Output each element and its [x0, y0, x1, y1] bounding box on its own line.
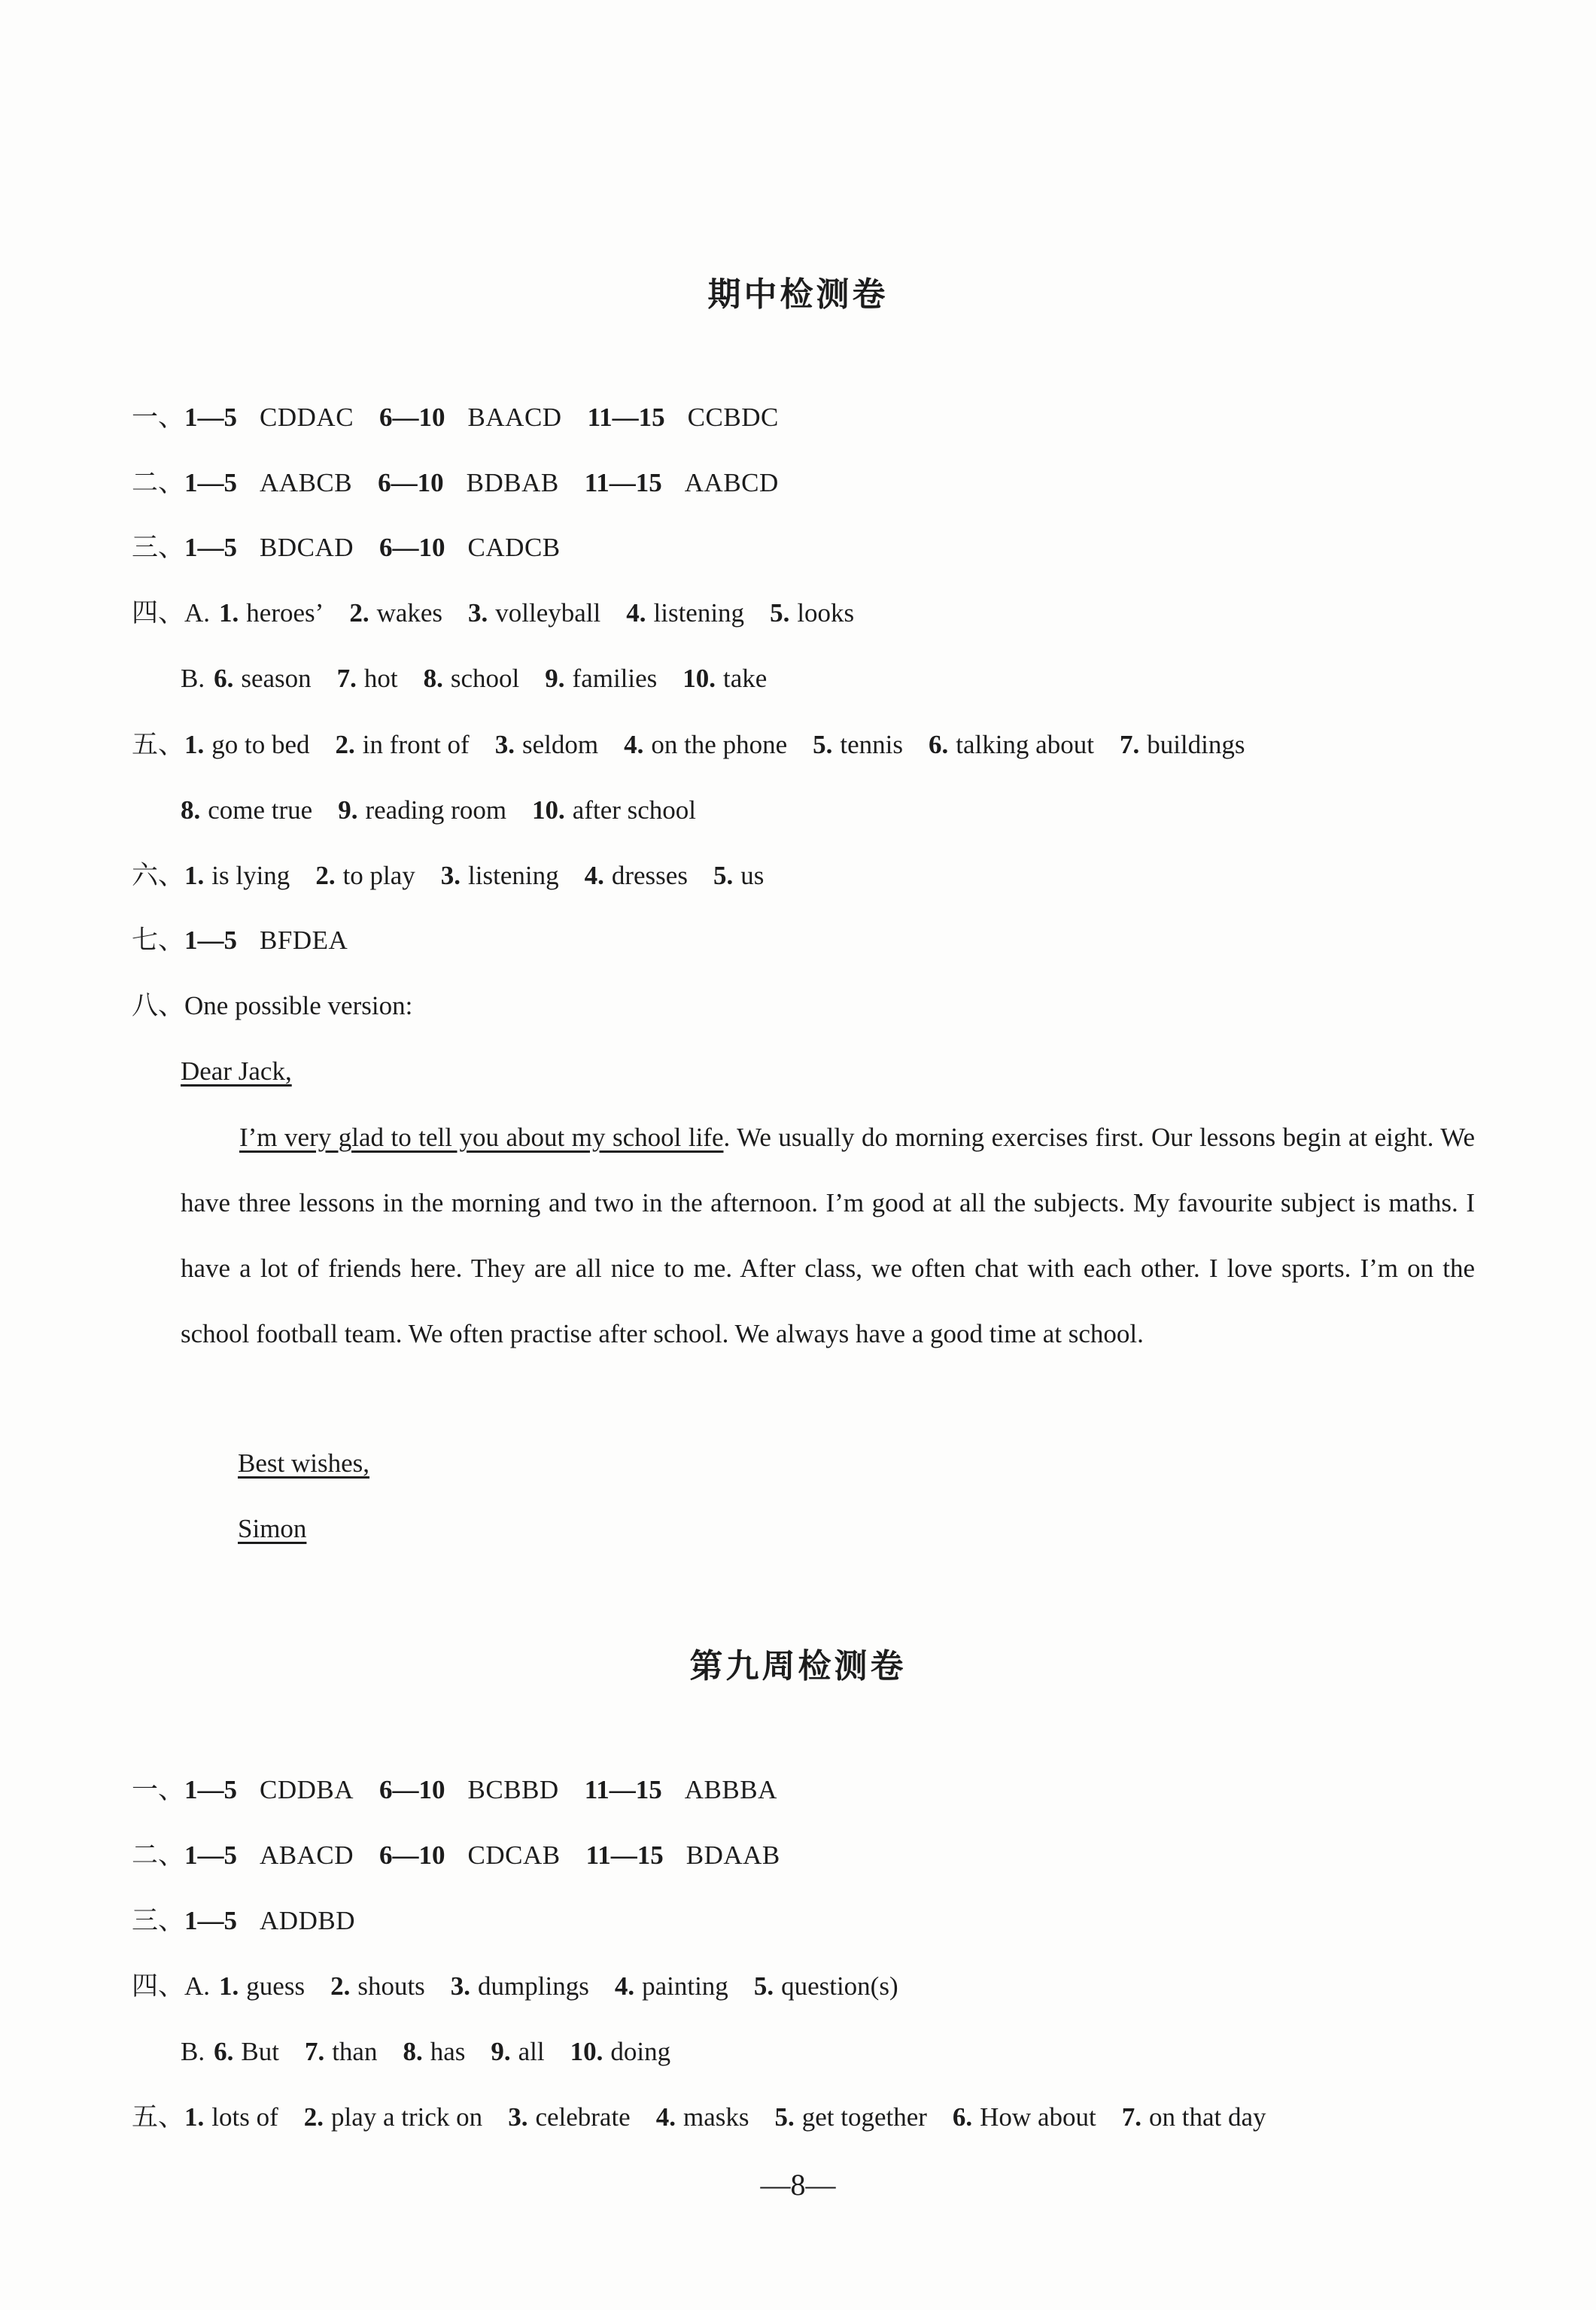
week9-q4a: 四、A. 1. guess 2. shouts 3. dumplings 4. painting 5. question(s)	[132, 1971, 898, 2001]
midterm-q7: 七、1—5 BFDEA	[132, 926, 348, 955]
midterm-q4b: B. 6. season 7. hot 8. school 9. families 10. take	[181, 664, 768, 693]
letter-greeting: Dear Jack,	[181, 1056, 292, 1086]
week9-q4b: B. 6. But 7. than 8. has 9. all 10. doing	[181, 2037, 671, 2066]
midterm-q2: 二、1—5 AABCB 6—10 BDBAB 11—15 AABCD	[132, 468, 779, 497]
week9-title: 第九周检测卷	[689, 1647, 907, 1685]
week9-q3: 三、1—5 ADDBD	[132, 1906, 355, 1935]
letter-body-text: . We usually do morning exercises first. Our lessons begin at eight. We have three lessons in the morning and two in the afternoon. I’m good at all the subjects. My favourite subject is maths. I have a lot of friends here. They are all nice to me. After class, we often chat with each other. I love sports. I’m on the school football team. We often practise after school. We always have a good time at school.	[181, 1123, 1475, 1348]
page-number: —8—	[760, 2168, 836, 2202]
midterm-title: 期中检测卷	[707, 275, 889, 314]
midterm-q3: 三、1—5 BDCAD 6—10 CADCB	[132, 533, 561, 562]
midterm-q5-line1: 五、1. go to bed 2. in front of 3. seldom 4. on the phone 5. tennis 6. talking about 7. buildings	[132, 730, 1245, 759]
week9-q5-line1: 五、1. lots of 2. play a trick on 3. celebrate 4. masks 5. get together 6. How about 7. on that day	[132, 2102, 1266, 2132]
letter-signature: Simon	[238, 1514, 307, 1543]
week9-q1: 一、1—5 CDDBA 6—10 BCBBD 11—15 ABBBA	[132, 1775, 777, 1804]
midterm-q5-line2: 8. come true 9. reading room 10. after school	[181, 795, 697, 825]
week9-q2: 二、1—5 ABACD 6—10 CDCAB 11—15 BDAAB	[132, 1840, 780, 1870]
midterm-q6: 六、1. is lying 2. to play 3. listening 4. dresses 5. us	[132, 861, 765, 890]
letter-closing: Best wishes,	[238, 1448, 369, 1478]
letter-body	[181, 1105, 1475, 1366]
midterm-q4a: 四、A. 1. heroes’ 2. wakes 3. volleyball 4. listening 5. looks	[132, 598, 855, 628]
midterm-q8-intro: 八、One possible version:	[132, 991, 413, 1020]
midterm-q1: 一、1—5 CDDAC 6—10 BAACD 11—15 CCBDC	[132, 403, 779, 432]
letter-first-sentence: I’m very glad to tell you about my school life	[239, 1123, 724, 1152]
